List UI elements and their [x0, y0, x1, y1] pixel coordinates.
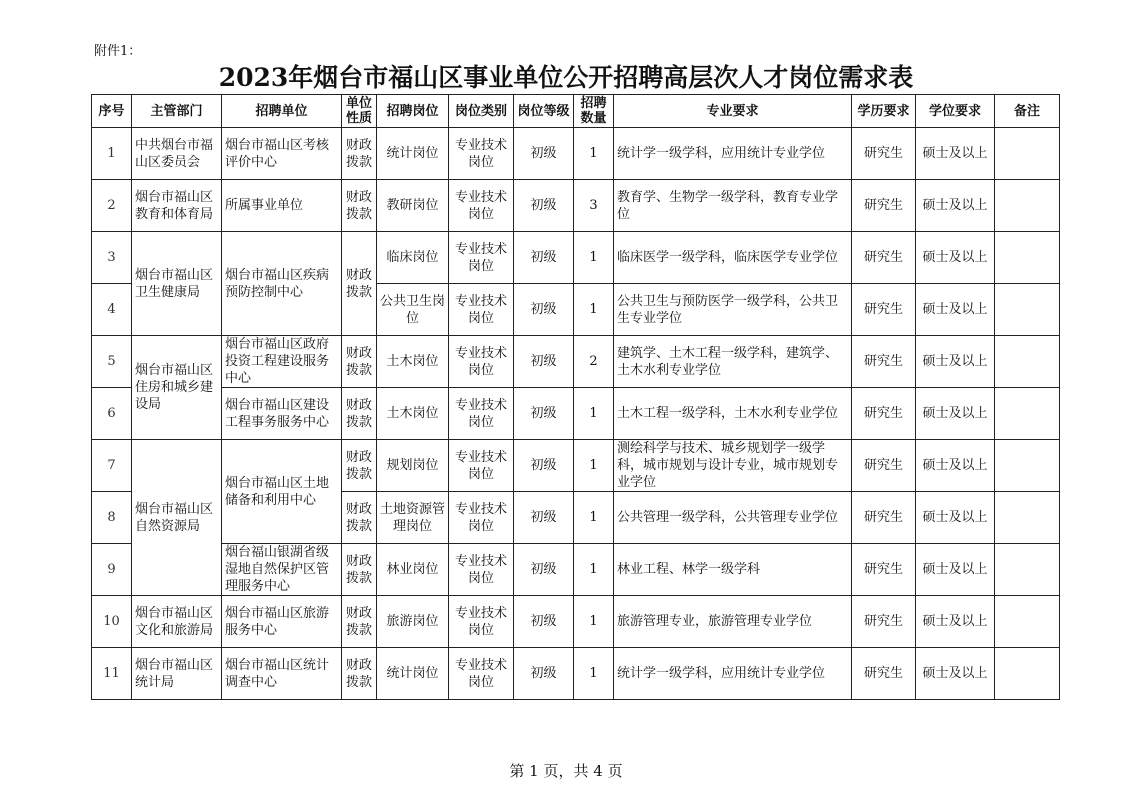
cell-nature: 财政拨款 — [342, 388, 377, 440]
cell-category: 专业技术岗位 — [449, 388, 514, 440]
cell-count: 1 — [574, 492, 614, 544]
cell-major: 统计学一级学科，应用统计专业学位 — [614, 128, 852, 180]
cell-remark — [995, 128, 1060, 180]
cell-post: 统计岗位 — [377, 648, 449, 700]
header-cell-degree: 学位要求 — [916, 95, 995, 128]
cell-category: 专业技术岗位 — [449, 128, 514, 180]
cell-unit: 烟台市福山区建设工程事务服务中心 — [222, 388, 342, 440]
cell-remark — [995, 596, 1060, 648]
cell-dept: 烟台市福山区文化和旅游局 — [132, 596, 222, 648]
cell-level: 初级 — [514, 388, 574, 440]
cell-degree: 硕士及以上 — [916, 284, 995, 336]
cell-nature: 财政拨款 — [342, 232, 377, 336]
cell-major: 教育学、生物学一级学科，教育专业学位 — [614, 180, 852, 232]
cell-dept: 烟台市福山区住房和城乡建设局 — [132, 336, 222, 440]
cell-category: 专业技术岗位 — [449, 232, 514, 284]
cell-unit: 烟台福山银湖省级湿地自然保护区管理服务中心 — [222, 544, 342, 596]
cell-level: 初级 — [514, 232, 574, 284]
cell-post: 旅游岗位 — [377, 596, 449, 648]
cell-degree: 硕士及以上 — [916, 492, 995, 544]
cell-education: 研究生 — [852, 440, 916, 492]
cell-unit: 所属事业单位 — [222, 180, 342, 232]
cell-degree: 硕士及以上 — [916, 544, 995, 596]
cell-degree: 硕士及以上 — [916, 440, 995, 492]
cell-degree: 硕士及以上 — [916, 128, 995, 180]
cell-count: 1 — [574, 128, 614, 180]
header-cell-level: 岗位等级 — [514, 95, 574, 128]
cell-level: 初级 — [514, 440, 574, 492]
table-row — [92, 336, 1060, 388]
cell-no: 8 — [92, 492, 132, 544]
cell-dept: 烟台市福山区卫生健康局 — [132, 232, 222, 336]
cell-nature: 财政拨款 — [342, 544, 377, 596]
cell-unit: 烟台市福山区统计调查中心 — [222, 648, 342, 700]
cell-level: 初级 — [514, 336, 574, 388]
page-title: 2023年烟台市福山区事业单位公开招聘高层次人才岗位需求表 — [218, 63, 914, 92]
cell-major: 公共卫生与预防医学一级学科，公共卫生专业学位 — [614, 284, 852, 336]
cell-no: 4 — [92, 284, 132, 336]
cell-education: 研究生 — [852, 336, 916, 388]
header-cell-category: 岗位类别 — [449, 95, 514, 128]
cell-category: 专业技术岗位 — [449, 492, 514, 544]
cell-no: 3 — [92, 232, 132, 284]
cell-category: 专业技术岗位 — [449, 336, 514, 388]
cell-major: 旅游管理专业，旅游管理专业学位 — [614, 596, 852, 648]
cell-category: 专业技术岗位 — [449, 440, 514, 492]
cell-nature: 财政拨款 — [342, 492, 377, 544]
cell-post: 统计岗位 — [377, 128, 449, 180]
cell-post: 土地资源管理岗位 — [377, 492, 449, 544]
cell-unit: 烟台市福山区疾病预防控制中心 — [222, 232, 342, 336]
cell-unit: 烟台市福山区土地储备和利用中心 — [222, 440, 342, 544]
cell-degree: 硕士及以上 — [916, 180, 995, 232]
cell-education: 研究生 — [852, 544, 916, 596]
table-row — [92, 388, 1060, 440]
cell-degree: 硕士及以上 — [916, 648, 995, 700]
header-cell-post: 招聘岗位 — [377, 95, 449, 128]
cell-level: 初级 — [514, 596, 574, 648]
cell-count: 2 — [574, 336, 614, 388]
header-cell-no: 序号 — [92, 95, 132, 128]
header-cell-nature: 单位性质 — [342, 95, 377, 128]
cell-post: 林业岗位 — [377, 544, 449, 596]
cell-major: 测绘科学与技术、城乡规划学一级学科，城市规划与设计专业，城市规划专业学位 — [614, 440, 852, 492]
cell-post: 临床岗位 — [377, 232, 449, 284]
cell-education: 研究生 — [852, 388, 916, 440]
cell-dept: 烟台市福山区教育和体育局 — [132, 180, 222, 232]
cell-degree: 硕士及以上 — [916, 388, 995, 440]
cell-no: 6 — [92, 388, 132, 440]
cell-count: 1 — [574, 596, 614, 648]
cell-unit: 烟台市福山区考核评价中心 — [222, 128, 342, 180]
cell-education: 研究生 — [852, 648, 916, 700]
cell-no: 7 — [92, 440, 132, 492]
cell-category: 专业技术岗位 — [449, 544, 514, 596]
cell-remark — [995, 648, 1060, 700]
table-row — [92, 544, 1060, 596]
cell-level: 初级 — [514, 180, 574, 232]
cell-major: 建筑学、土木工程一级学科，建筑学、土木水利专业学位 — [614, 336, 852, 388]
cell-dept: 烟台市福山区自然资源局 — [132, 440, 222, 596]
cell-unit: 烟台市福山区政府投资工程建设服务中心 — [222, 336, 342, 388]
cell-nature: 财政拨款 — [342, 648, 377, 700]
page-number: 第 1 页，共 4 页 — [509, 762, 623, 780]
cell-no: 11 — [92, 648, 132, 700]
header-cell-unit: 招聘单位 — [222, 95, 342, 128]
cell-degree: 硕士及以上 — [916, 596, 995, 648]
cell-major: 公共管理一级学科，公共管理专业学位 — [614, 492, 852, 544]
cell-dept: 中共烟台市福山区委员会 — [132, 128, 222, 180]
cell-remark — [995, 440, 1060, 492]
cell-no: 9 — [92, 544, 132, 596]
cell-major: 统计学一级学科，应用统计专业学位 — [614, 648, 852, 700]
cell-count: 1 — [574, 388, 614, 440]
header-cell-count: 招聘数量 — [574, 95, 614, 128]
cell-count: 1 — [574, 284, 614, 336]
table-row — [92, 232, 1060, 284]
cell-level: 初级 — [514, 128, 574, 180]
recruitment-table — [91, 94, 1060, 700]
cell-major: 林业工程、林学一级学科 — [614, 544, 852, 596]
cell-level: 初级 — [514, 544, 574, 596]
cell-major: 临床医学一级学科，临床医学专业学位 — [614, 232, 852, 284]
table-row — [92, 648, 1060, 700]
cell-count: 1 — [574, 544, 614, 596]
cell-post: 教研岗位 — [377, 180, 449, 232]
cell-level: 初级 — [514, 492, 574, 544]
cell-nature: 财政拨款 — [342, 336, 377, 388]
header-cell-remark: 备注 — [995, 95, 1060, 128]
cell-no: 2 — [92, 180, 132, 232]
cell-nature: 财政拨款 — [342, 596, 377, 648]
cell-level: 初级 — [514, 648, 574, 700]
table-row — [92, 440, 1060, 492]
cell-nature: 财政拨款 — [342, 180, 377, 232]
cell-post: 公共卫生岗位 — [377, 284, 449, 336]
cell-count: 1 — [574, 232, 614, 284]
cell-category: 专业技术岗位 — [449, 180, 514, 232]
table-header-row — [92, 95, 1060, 128]
cell-major: 土木工程一级学科，土木水利专业学位 — [614, 388, 852, 440]
cell-count: 1 — [574, 648, 614, 700]
header-cell-major: 专业要求 — [614, 95, 852, 128]
cell-nature: 财政拨款 — [342, 440, 377, 492]
header-cell-education: 学历要求 — [852, 95, 916, 128]
cell-education: 研究生 — [852, 180, 916, 232]
cell-nature: 财政拨款 — [342, 128, 377, 180]
attachment-label: 附件1： — [94, 44, 142, 59]
table-row — [92, 128, 1060, 180]
cell-category: 专业技术岗位 — [449, 648, 514, 700]
cell-remark — [995, 336, 1060, 388]
cell-count: 1 — [574, 440, 614, 492]
cell-education: 研究生 — [852, 128, 916, 180]
cell-no: 10 — [92, 596, 132, 648]
cell-remark — [995, 492, 1060, 544]
cell-remark — [995, 284, 1060, 336]
cell-post: 土木岗位 — [377, 336, 449, 388]
cell-category: 专业技术岗位 — [449, 284, 514, 336]
cell-no: 1 — [92, 128, 132, 180]
cell-education: 研究生 — [852, 492, 916, 544]
cell-dept: 烟台市福山区统计局 — [132, 648, 222, 700]
cell-remark — [995, 232, 1060, 284]
cell-level: 初级 — [514, 284, 574, 336]
cell-category: 专业技术岗位 — [449, 596, 514, 648]
cell-education: 研究生 — [852, 596, 916, 648]
cell-remark — [995, 544, 1060, 596]
cell-education: 研究生 — [852, 232, 916, 284]
cell-count: 3 — [574, 180, 614, 232]
cell-post: 土木岗位 — [377, 388, 449, 440]
table-row — [92, 180, 1060, 232]
header-cell-dept: 主管部门 — [132, 95, 222, 128]
cell-degree: 硕士及以上 — [916, 232, 995, 284]
cell-education: 研究生 — [852, 284, 916, 336]
cell-no: 5 — [92, 336, 132, 388]
cell-degree: 硕士及以上 — [916, 336, 995, 388]
table-row — [92, 596, 1060, 648]
cell-remark — [995, 388, 1060, 440]
cell-remark — [995, 180, 1060, 232]
cell-unit: 烟台市福山区旅游服务中心 — [222, 596, 342, 648]
cell-post: 规划岗位 — [377, 440, 449, 492]
